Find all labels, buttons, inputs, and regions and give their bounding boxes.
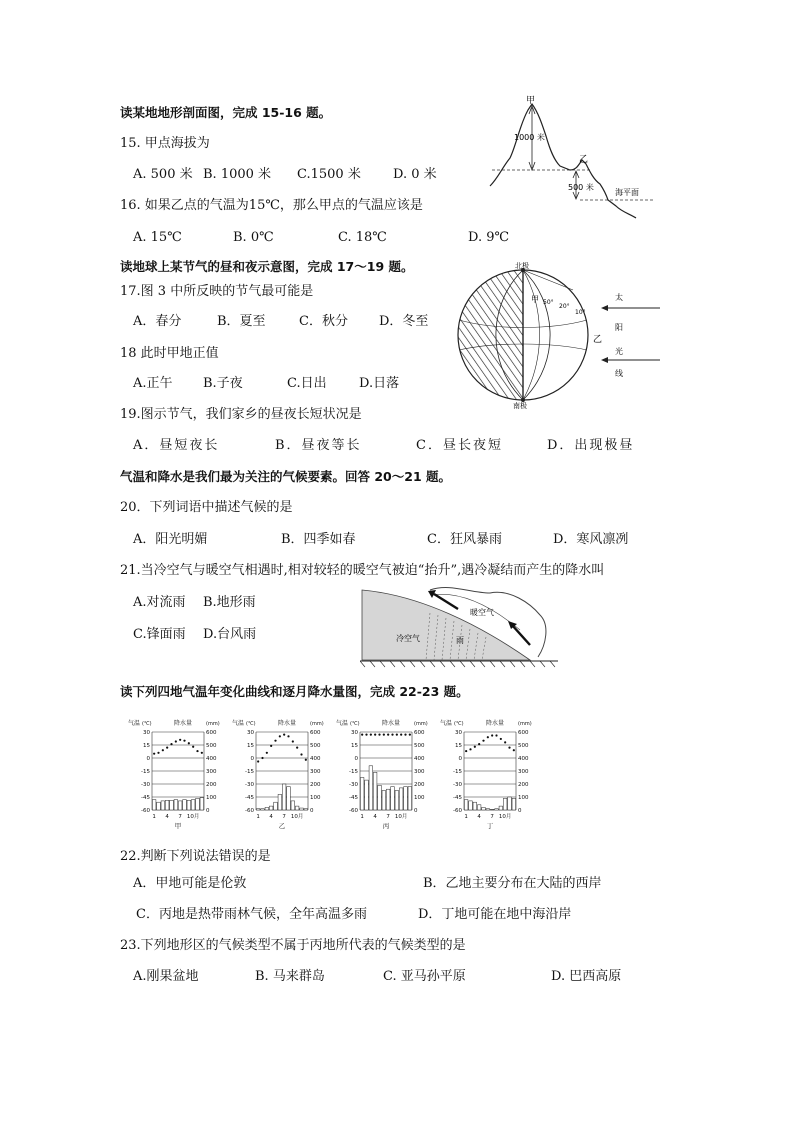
- q16-option-b[interactable]: B. 0℃: [233, 230, 274, 245]
- label-jia: 甲: [526, 96, 536, 106]
- precip-tick: 100: [414, 795, 425, 801]
- climate-chart-bing: [336, 718, 436, 843]
- month-tick: 10月: [498, 814, 512, 820]
- temp-axis-label: 气温: [128, 720, 141, 727]
- temp-point: [465, 750, 467, 752]
- label-globe-jia: 甲: [531, 295, 539, 304]
- temp-point: [196, 750, 198, 752]
- precip-tick: 400: [414, 756, 425, 762]
- q21-option-c[interactable]: C.锋面雨: [133, 627, 186, 642]
- month-tick: 10月: [186, 814, 200, 820]
- precip-bar: [512, 798, 516, 810]
- temp-tick: 15: [247, 743, 254, 749]
- intro-22-23: 读下列四地气温年变化曲线和逐月降水量图，完成 22-23 题。: [120, 684, 469, 699]
- q22-option-b[interactable]: B．乙地主要分布在大陆的西岸: [423, 876, 602, 891]
- temp-point: [400, 734, 402, 736]
- intro-17-19: 读地球上某节气的昼和夜示意图，完成 17～19 题。: [120, 259, 414, 274]
- precip-axis-label: 降水量: [174, 720, 193, 727]
- temp-point: [487, 736, 489, 738]
- precip-tick: 200: [518, 782, 529, 788]
- precip-axis-label: 降水量: [486, 720, 505, 727]
- temp-point: [482, 740, 484, 742]
- temp-tick: 15: [351, 743, 358, 749]
- chart-title: 乙: [278, 822, 286, 830]
- q20-option-b[interactable]: B．四季如春: [281, 532, 356, 547]
- q23-option-a[interactable]: A.刚果盆地: [133, 969, 199, 984]
- precip-bar: [469, 801, 473, 810]
- precip-tick: 0: [310, 808, 314, 814]
- temp-point: [409, 734, 411, 736]
- temp-point: [296, 747, 298, 749]
- climate-chart-yi: [232, 718, 332, 843]
- temp-axis-unit: (℃): [246, 721, 256, 727]
- temp-tick: 0: [250, 756, 254, 762]
- temp-point: [404, 734, 406, 736]
- label-500m: 500 米: [568, 183, 594, 192]
- intro-20-21: 气温和降水是我们最为关注的气候要素。回答 20～21 题。: [120, 469, 451, 484]
- chart-title: 丙: [382, 822, 390, 830]
- precip-tick: 400: [518, 756, 529, 762]
- temp-tick: -15: [141, 769, 150, 775]
- q21-option-a[interactable]: A.对流雨: [133, 595, 186, 610]
- month-tick: 7: [282, 814, 286, 820]
- label-sun-3: 光: [615, 347, 623, 356]
- climate-chart-ding: [440, 718, 540, 843]
- temp-point: [153, 753, 155, 755]
- precip-tick: 600: [518, 730, 529, 736]
- label-cold-air: 冷空气: [396, 634, 420, 643]
- temp-point: [162, 749, 164, 751]
- temp-point: [188, 742, 190, 744]
- temp-tick: -60: [141, 808, 150, 814]
- label-warm-air: 暖空气: [470, 608, 494, 617]
- precip-bar: [269, 806, 273, 810]
- precip-tick: 0: [414, 808, 418, 814]
- q16-stem: 16. 如果乙点的气温为15℃，那么甲点的气温应该是: [120, 198, 423, 213]
- q17-option-b[interactable]: B．夏至: [217, 314, 266, 329]
- temp-tick: 30: [143, 730, 150, 736]
- temp-axis-unit: (℃): [350, 721, 360, 727]
- precip-bar: [486, 809, 490, 810]
- q21-stem: 21.当冷空气与暖空气相遇时,相对较轻的暖空气被迫“抬升”,遇冷凝结而产生的降水叫: [120, 563, 605, 578]
- temp-point: [495, 734, 497, 736]
- q18-option-b[interactable]: B.子夜: [203, 376, 243, 391]
- q19-option-b[interactable]: B．昼夜等长: [275, 438, 362, 453]
- month-tick: 4: [165, 814, 169, 820]
- temp-point: [261, 757, 263, 759]
- q23-option-c[interactable]: C. 亚马孙平原: [383, 969, 466, 984]
- temp-point: [257, 760, 259, 762]
- temp-point: [491, 734, 493, 736]
- temp-point: [179, 739, 181, 741]
- precip-bar: [395, 791, 399, 811]
- month-tick: 10月: [290, 814, 304, 820]
- temp-point: [383, 734, 385, 736]
- climate-chart-jia: [128, 718, 228, 843]
- precip-tick: 400: [206, 756, 217, 762]
- precip-tick: 100: [206, 795, 217, 801]
- q16-option-c[interactable]: C. 18℃: [338, 230, 387, 245]
- precip-bar: [187, 800, 191, 810]
- precip-bar: [382, 791, 386, 811]
- precip-bar: [287, 787, 291, 810]
- precip-bar: [300, 808, 304, 810]
- label-globe-yi: 乙: [593, 335, 603, 345]
- label-sun-1: 太: [615, 293, 623, 302]
- temp-axis-label: 气温: [336, 720, 349, 727]
- q23-option-b[interactable]: B. 马来群岛: [255, 969, 325, 984]
- precip-bar: [183, 800, 187, 810]
- temp-point: [378, 734, 380, 736]
- q19-option-d[interactable]: D．出现极昼: [547, 438, 635, 453]
- precip-tick: 600: [310, 730, 321, 736]
- precip-axis-label: 降水量: [382, 720, 401, 727]
- temp-point: [283, 734, 285, 736]
- temp-tick: -15: [349, 769, 358, 775]
- precip-bar: [265, 807, 269, 810]
- precip-axis-unit: (mm): [518, 721, 532, 727]
- precip-bar: [473, 802, 477, 810]
- temp-tick: -15: [453, 769, 462, 775]
- q20-option-c[interactable]: C．狂风暴雨: [427, 532, 502, 547]
- temp-axis-label: 气温: [440, 720, 453, 727]
- temp-tick: -60: [349, 808, 358, 814]
- temp-point: [292, 740, 294, 742]
- label-lat-10: 10°: [575, 309, 586, 316]
- month-tick: 4: [373, 814, 377, 820]
- label-yi: 乙: [579, 155, 589, 165]
- temp-tick: -30: [245, 782, 254, 788]
- chart-title: 甲: [174, 822, 182, 830]
- precip-bar: [256, 809, 260, 810]
- precip-tick: 300: [518, 769, 529, 775]
- label-1000m: 1000 米: [514, 133, 545, 142]
- temp-tick: 30: [351, 730, 358, 736]
- q17-option-a[interactable]: A．春分: [133, 314, 182, 329]
- temp-tick: 30: [455, 730, 462, 736]
- precip-bar: [499, 806, 503, 810]
- precip-bar: [503, 798, 507, 810]
- precip-bar: [495, 809, 499, 810]
- precip-bar: [386, 789, 390, 810]
- q15-option-a[interactable]: A. 500 米: [133, 167, 193, 182]
- precip-bar: [304, 809, 308, 810]
- q17-option-d[interactable]: D．冬至: [379, 314, 429, 329]
- label-sun-2: 阳: [615, 323, 623, 332]
- precip-tick: 300: [310, 769, 321, 775]
- q22-stem: 22.判断下列说法错误的是: [120, 849, 271, 864]
- temp-point: [166, 747, 168, 749]
- terrain-profile-figure: [480, 94, 660, 219]
- precip-bar: [291, 801, 295, 810]
- cold-front-figure: [360, 585, 560, 670]
- temp-tick: -30: [453, 782, 462, 788]
- temp-point: [183, 740, 185, 742]
- temp-tick: -45: [245, 795, 254, 801]
- temp-tick: 0: [354, 756, 358, 762]
- temp-point: [175, 740, 177, 742]
- temp-tick: 15: [143, 743, 150, 749]
- precip-bar: [261, 809, 265, 810]
- q19-option-a[interactable]: A．昼短夜长: [133, 438, 220, 453]
- precip-tick: 300: [206, 769, 217, 775]
- precip-tick: 400: [310, 756, 321, 762]
- label-north-pole: 北极: [515, 262, 529, 270]
- temp-point: [270, 745, 272, 747]
- precip-bar: [508, 797, 512, 810]
- temp-point: [305, 759, 307, 761]
- month-tick: 1: [464, 814, 468, 820]
- q22-option-a[interactable]: A．甲地可能是伦敦: [133, 876, 247, 891]
- precip-bar: [295, 806, 299, 810]
- temp-tick: 15: [455, 743, 462, 749]
- temp-axis-label: 气温: [232, 720, 245, 727]
- temp-point: [508, 747, 510, 749]
- precip-bar: [360, 778, 364, 811]
- label-lat-20: 20°: [559, 303, 570, 310]
- label-lat-50: 50°: [543, 299, 554, 306]
- precip-tick: 100: [518, 795, 529, 801]
- temp-point: [370, 734, 372, 736]
- precip-bar: [373, 772, 377, 810]
- month-tick: 1: [152, 814, 156, 820]
- precip-bar: [200, 798, 204, 810]
- temp-tick: 0: [458, 756, 462, 762]
- precip-bar: [196, 798, 200, 810]
- precip-axis-unit: (mm): [310, 721, 324, 727]
- precip-bar: [490, 809, 494, 810]
- temp-point: [474, 746, 476, 748]
- q20-option-d[interactable]: D．寒风凛冽: [553, 532, 629, 547]
- q16-option-a[interactable]: A. 15℃: [133, 230, 182, 245]
- q21-option-d[interactable]: D.台风雨: [203, 627, 257, 642]
- precip-tick: 500: [310, 743, 321, 749]
- temp-point: [391, 734, 393, 736]
- label-sun-4: 线: [615, 369, 623, 378]
- month-tick: 4: [477, 814, 481, 820]
- q22-option-c[interactable]: C．丙地是热带雨林气候，全年高温多雨: [136, 907, 367, 922]
- temp-point: [287, 735, 289, 737]
- precip-tick: 200: [414, 782, 425, 788]
- month-tick: 1: [256, 814, 260, 820]
- month-tick: 4: [269, 814, 273, 820]
- precip-bar: [391, 787, 395, 810]
- precip-bar: [482, 807, 486, 810]
- q15-option-c[interactable]: C.1500 米: [297, 167, 361, 182]
- precip-bar: [157, 802, 161, 810]
- q23-option-d[interactable]: D. 巴西高原: [551, 969, 622, 984]
- precip-tick: 200: [310, 782, 321, 788]
- q16-option-d[interactable]: D. 9℃: [468, 230, 510, 245]
- temp-point: [387, 734, 389, 736]
- q19-stem: 19.图示节气，我们家乡的昼夜长短状况是: [120, 407, 362, 422]
- precip-tick: 500: [414, 743, 425, 749]
- q17-stem: 17.图 3 中所反映的节气最可能是: [120, 284, 314, 299]
- q18-stem: 18 此时甲地正值: [120, 346, 219, 361]
- temp-point: [170, 743, 172, 745]
- temp-point: [469, 748, 471, 750]
- precip-bar: [404, 787, 408, 810]
- precip-bar: [477, 805, 481, 810]
- label-rain: 雨: [456, 636, 464, 645]
- temp-point: [504, 741, 506, 743]
- precip-tick: 0: [206, 808, 210, 814]
- temp-point: [266, 752, 268, 754]
- precip-tick: 500: [206, 743, 217, 749]
- temp-tick: -15: [245, 769, 254, 775]
- temp-tick: -60: [245, 808, 254, 814]
- temp-point: [513, 749, 515, 751]
- temp-point: [192, 746, 194, 748]
- temp-point: [201, 752, 203, 754]
- temp-point: [500, 738, 502, 740]
- precip-axis-label: 降水量: [278, 720, 297, 727]
- temp-tick: -30: [141, 782, 150, 788]
- precip-tick: 500: [518, 743, 529, 749]
- month-tick: 1: [360, 814, 364, 820]
- precip-bar: [365, 780, 369, 810]
- q21-option-b[interactable]: B.地形雨: [203, 595, 256, 610]
- precip-bar: [165, 800, 169, 810]
- temp-point: [396, 734, 398, 736]
- temp-point: [157, 752, 159, 754]
- temp-tick: -45: [141, 795, 150, 801]
- q18-option-c[interactable]: C.日出: [287, 376, 327, 391]
- precip-bar: [369, 766, 373, 810]
- precip-axis-unit: (mm): [206, 721, 220, 727]
- precip-bar: [464, 800, 468, 810]
- q17-option-c[interactable]: C．秋分: [299, 314, 348, 329]
- q22-option-d[interactable]: D．丁地可能在地中海沿岸: [418, 907, 572, 922]
- temp-point: [361, 734, 363, 736]
- temp-tick: 0: [146, 756, 150, 762]
- month-tick: 7: [178, 814, 182, 820]
- temp-axis-unit: (℃): [142, 721, 152, 727]
- precip-tick: 0: [518, 808, 522, 814]
- month-tick: 7: [386, 814, 390, 820]
- temp-point: [478, 743, 480, 745]
- temp-tick: -45: [453, 795, 462, 801]
- precip-bar: [152, 800, 156, 810]
- temp-tick: -30: [349, 782, 358, 788]
- precip-bar: [274, 802, 278, 810]
- temp-tick: 30: [247, 730, 254, 736]
- temp-point: [300, 753, 302, 755]
- precip-bar: [161, 801, 165, 810]
- temp-axis-unit: (℃): [454, 721, 464, 727]
- precip-axis-unit: (mm): [414, 721, 428, 727]
- precip-bar: [178, 801, 182, 810]
- precip-bar: [378, 785, 382, 810]
- label-sea-level: 海平面: [615, 188, 639, 197]
- intro-15-16: 读某地地形剖面图，完成 15-16 题。: [120, 105, 332, 120]
- globe-day-night-figure: [455, 260, 665, 410]
- precip-bar: [282, 784, 286, 810]
- precip-tick: 300: [414, 769, 425, 775]
- precip-bar: [278, 794, 282, 810]
- precip-tick: 100: [310, 795, 321, 801]
- precip-bar: [399, 788, 403, 810]
- precip-bar: [408, 787, 412, 810]
- label-south-pole: 南极: [513, 402, 527, 410]
- q18-option-a[interactable]: A.正午: [133, 376, 173, 391]
- precip-tick: 600: [414, 730, 425, 736]
- precip-tick: 600: [206, 730, 217, 736]
- temp-tick: -45: [349, 795, 358, 801]
- temp-point: [274, 740, 276, 742]
- month-tick: 7: [490, 814, 494, 820]
- temp-tick: -60: [453, 808, 462, 814]
- q19-option-c[interactable]: C．昼长夜短: [416, 438, 503, 453]
- temp-point: [374, 734, 376, 736]
- temp-point: [365, 734, 367, 736]
- precip-bar: [191, 800, 195, 810]
- precip-bar: [174, 800, 178, 810]
- q20-option-a[interactable]: A．阳光明媚: [133, 532, 208, 547]
- q18-option-d[interactable]: D.日落: [359, 376, 400, 391]
- q20-stem: 20．下列词语中描述气候的是: [120, 500, 293, 515]
- chart-title: 丁: [486, 822, 494, 830]
- temp-point: [279, 735, 281, 737]
- q23-stem: 23.下列地形区的气候类型不属于丙地所代表的气候类型的是: [120, 938, 466, 953]
- q15-stem: 15. 甲点海拔为: [120, 136, 210, 151]
- precip-tick: 200: [206, 782, 217, 788]
- month-tick: 10月: [394, 814, 408, 820]
- q15-option-b[interactable]: B. 1000 米: [203, 167, 272, 182]
- q15-option-d[interactable]: D. 0 米: [393, 167, 437, 182]
- precip-bar: [170, 800, 174, 810]
